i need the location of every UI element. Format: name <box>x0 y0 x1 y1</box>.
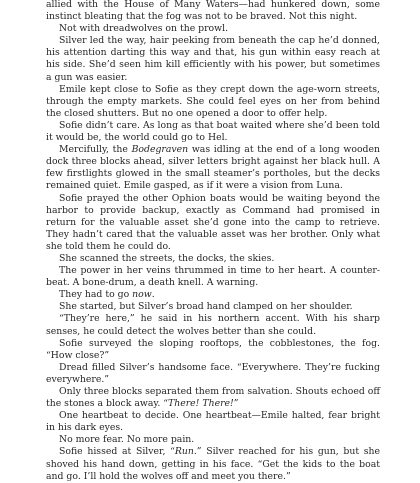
paragraph <box>46 0 380 23</box>
text-run: .” Silver reached for his gun, but she shoved his hand down, getting in his face. “Get the kids to the boat and go. I’ll hold the wolves off and meet you there.” <box>46 446 380 482</box>
italic-text: Bodegraven <box>131 144 189 156</box>
paragraph <box>46 410 380 434</box>
paragraph <box>46 446 380 482</box>
text-run: They had to go <box>59 289 133 301</box>
paragraph <box>46 434 380 446</box>
paragraph <box>46 23 380 35</box>
text-run: Only three blocks separated them from salvation. Shouts echoed off the stones a block away. “ <box>46 386 380 410</box>
text-run: Sofie prayed the other Ophion boats would be waiting beyond the harbor to provide backup, exactly as Command had promised in return for the valuable asset she’d gone into the camp to retrieve. They hadn’t cared that the valuable asset was her brother. Only what she told them he could do. <box>46 192 380 252</box>
text-run: . <box>151 289 155 301</box>
paragraph <box>46 313 380 337</box>
italic-text: Run <box>174 446 194 458</box>
paragraph <box>46 338 380 362</box>
paragraph <box>46 120 380 144</box>
text-run: Sofie surveyed the sloping rooftops, the cobblestones, the fog. “How close?” <box>46 337 380 361</box>
text-run: Sofie hissed at Silver, “ <box>59 446 175 458</box>
text-run: “They’re here,” he said in his northern accent. With his sharp senses, he could detect the wolves better than she could. <box>46 313 380 337</box>
text-run: Silver led the way, hair peeking from beneath the cap he’d donned, his attention darting this way and that, his gun within easy reach at his side. She’d seen him kill efficiently with his power, but sometimes a gun was easier. <box>46 35 380 83</box>
paragraph <box>46 362 380 386</box>
text-run: She started, but Silver’s broad hand clamped on her shoulder. <box>59 301 353 313</box>
text-run: ” <box>233 398 239 410</box>
text-run: Mercifully, the <box>59 144 132 156</box>
italic-text: now <box>132 289 152 301</box>
paragraph <box>46 289 380 301</box>
text-run: Emile kept close to Sofie as they crept down the age-worn streets, through the empty markets. She could feel eyes on her from behind the closed shutters. But no one opened a door to offer help. <box>46 83 380 119</box>
text-run: allied with the House of Many Waters—had hunkered down, some instinct bleating that the fog was not to be braved. Not this night. <box>46 0 380 23</box>
paragraph <box>46 301 380 313</box>
paragraph <box>46 386 380 410</box>
paragraph <box>46 84 380 120</box>
paragraph <box>46 265 380 289</box>
paragraph <box>46 253 380 265</box>
paragraph <box>46 144 380 192</box>
italic-text: There! There! <box>168 398 234 410</box>
text-run: Sofie didn’t care. As long as that boat waited where she’d been told it would be, the world could go to Hel. <box>46 119 380 144</box>
text-run: Not with dreadwolves on the prowl. <box>59 23 229 35</box>
text-run: Dread filled Silver’s handsome face. “Everywhere. They’re fucking everywhere.” <box>46 361 380 385</box>
text-run: No more fear. No more pain. <box>59 434 195 446</box>
text-run: She scanned the streets, the docks, the skies. <box>59 252 275 264</box>
text-run: One heartbeat to decide. One heartbeat—Emile halted, fear bright in his dark eyes. <box>46 410 380 434</box>
paragraph <box>46 35 380 83</box>
paragraph <box>46 193 380 253</box>
text-run: The power in her veins thrummed in time to her heart. A counter-beat. A bone-drum, a death knell. A warning. <box>46 265 380 289</box>
text-run: was idling at the end of a long wooden dock three blocks ahead, silver letters bright against her black hull. A few firstlights glowed in the small steamer’s portholes, but the decks remained quiet. Emile gasped, as if it were a vision from Luna. <box>46 144 380 192</box>
body-text <box>46 0 380 483</box>
